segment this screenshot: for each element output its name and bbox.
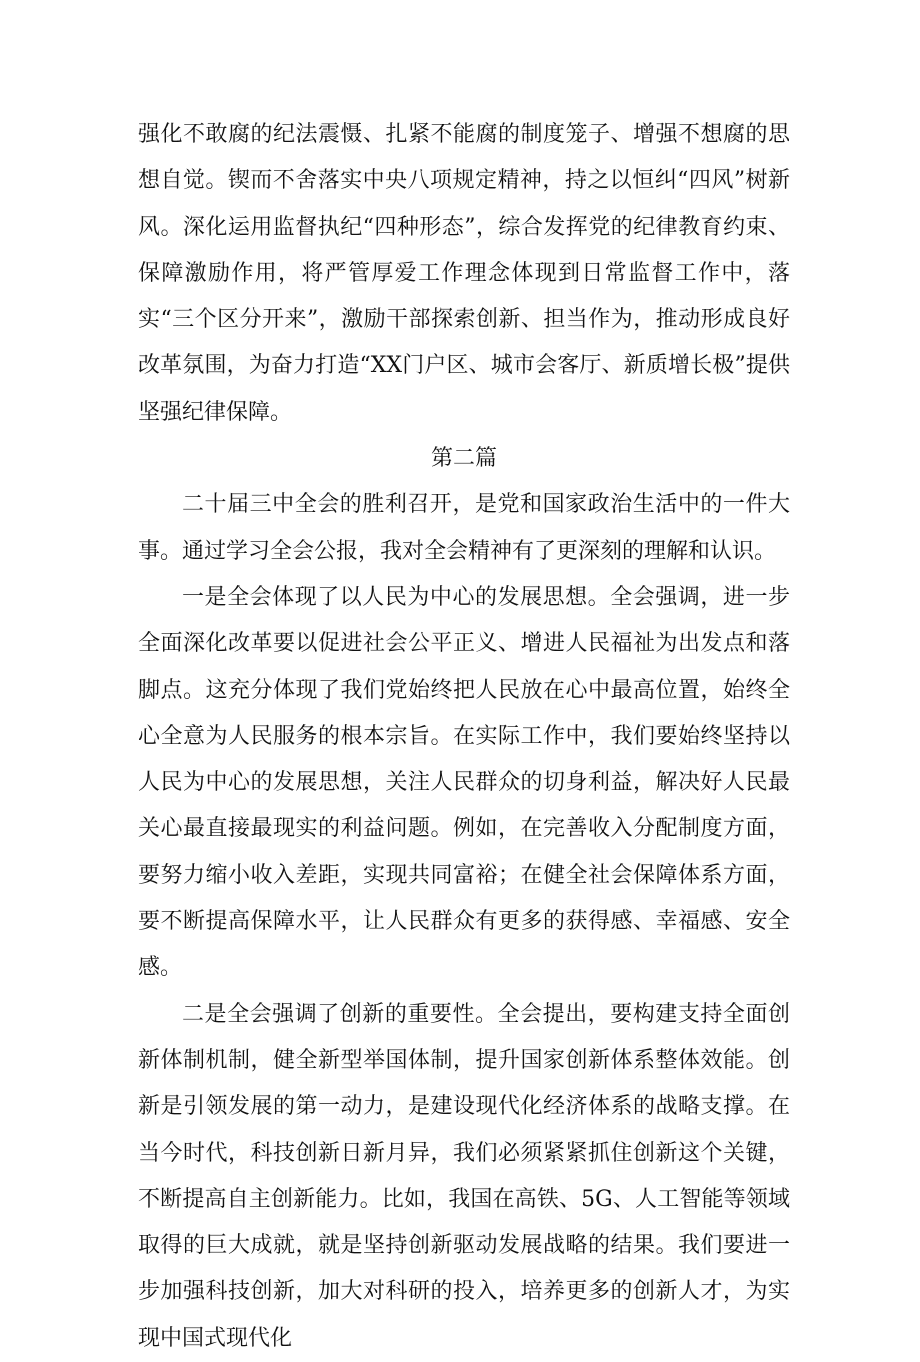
paragraph-1: 二十届三中全会的胜利召开，是党和国家政治生活中的一件大事。通过学习全会公报，我对全会精神有了更深刻的理解和认识。 — [138, 492, 790, 564]
section-title: 第二篇 — [430, 446, 497, 472]
intro-paragraph: 强化不敢腐的纪法震慑、扎紧不能腐的制度笼子、增强不想腐的思想自觉。锲而不舍落实中央八项规定精神，持之以恒纠“四风”树新风。深化运用监督执纪“四种形态”，综合发挥党的纪律教育约束、保障激励作用，将严管厚爱工作理念体现到日常监督工作中，落实“三个区分开来”，激励干部探索创新、担当作为，推动形成良好改革氛围，为奋力打造“XX门户区、城市会客厅、新质增长极”提供坚强纪律保障。 — [138, 122, 790, 425]
paragraph-2: 一是全会体现了以人民为中心的发展思想。全会强调，进一步全面深化改革要以促进社会公平正义、增进人民福祉为出发点和落脚点。这充分体现了我们党始终把人民放在心中最高位置，始终全心全意为人民服务的根本宗旨。在实际工作中，我们要始终坚持以人民为中心的发展思想，关注人民群众的切身利益，解决好人民最关心最直接最现实的利益问题。例如，在完善收入分配制度方面，要努力缩小收入差距，实现共同富裕；在健全社会保障体系方面，要不断提高保障水平，让人民群众有更多的获得感、幸福感、安全感。 — [138, 584, 790, 981]
paragraph-3: 二是全会强调了创新的重要性。全会提出，要构建支持全面创新体制机制，健全新型举国体制，提升国家创新体系整体效能。创新是引领发展的第一动力，是建设现代化经济体系的战略支撑。在当今时代，科技创新日新月异，我们必须紧紧抓住创新这个关键，不断提高自主创新能力。比如，我国在高铁、5G、人工智能等领域取得的巨大成就，就是坚持创新驱动发展战略的结果。我们要进一步加强科技创新，加大对科研的投入，培养更多的创新人才，为实现中国式现代化 — [138, 1001, 790, 1351]
document-body — [138, 112, 790, 1362]
